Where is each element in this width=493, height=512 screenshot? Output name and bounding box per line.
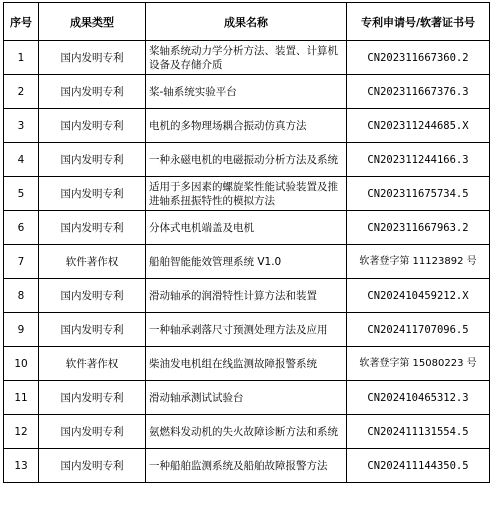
cell-no: 9 bbox=[4, 313, 39, 347]
cell-no: 1 bbox=[4, 41, 39, 75]
cell-number: CN202311667963.2 bbox=[347, 211, 490, 245]
cell-no: 7 bbox=[4, 245, 39, 279]
header-name: 成果名称 bbox=[146, 3, 347, 41]
table-row bbox=[4, 313, 490, 347]
cell-type: 国内发明专利 bbox=[39, 381, 146, 415]
header-row bbox=[4, 3, 490, 41]
table-row bbox=[4, 245, 490, 279]
cell-name: 适用于多因素的螺旋桨性能试验装置及推进轴系扭振特性的模拟方法 bbox=[146, 177, 347, 211]
cell-number: CN202410459212.X bbox=[347, 279, 490, 313]
cell-type: 软件著作权 bbox=[39, 245, 146, 279]
cell-type: 国内发明专利 bbox=[39, 313, 146, 347]
table-row bbox=[4, 449, 490, 483]
cell-no: 5 bbox=[4, 177, 39, 211]
cell-number: CN202311244685.X bbox=[347, 109, 490, 143]
header-no: 序号 bbox=[4, 3, 39, 41]
table-row bbox=[4, 347, 490, 381]
table-body bbox=[4, 41, 490, 483]
cell-type: 国内发明专利 bbox=[39, 109, 146, 143]
cell-name: 氨燃料发动机的失火故障诊断方法和系统 bbox=[146, 415, 347, 449]
cell-no: 2 bbox=[4, 75, 39, 109]
cell-name: 桨轴系统动力学分析方法、装置、计算机设备及存储介质 bbox=[146, 41, 347, 75]
cell-name: 一种永磁电机的电磁振动分析方法及系统 bbox=[146, 143, 347, 177]
cell-name: 柴油发电机组在线监测故障报警系统 bbox=[146, 347, 347, 381]
table-header bbox=[4, 3, 490, 41]
cell-number: CN202311667376.3 bbox=[347, 75, 490, 109]
cell-name: 一种船舶监测系统及船舶故障报警方法 bbox=[146, 449, 347, 483]
table-row bbox=[4, 415, 490, 449]
cell-name: 一种轴承剥落尺寸预测处理方法及应用 bbox=[146, 313, 347, 347]
cell-name: 滑动轴承测试试验台 bbox=[146, 381, 347, 415]
cell-no: 11 bbox=[4, 381, 39, 415]
cell-name: 船舶智能能效管理系统 V1.0 bbox=[146, 245, 347, 279]
table-row bbox=[4, 381, 490, 415]
cell-type: 国内发明专利 bbox=[39, 279, 146, 313]
cell-number: CN202411131554.5 bbox=[347, 415, 490, 449]
cell-number: CN202411144350.5 bbox=[347, 449, 490, 483]
cell-name: 电机的多物理场耦合振动仿真方法 bbox=[146, 109, 347, 143]
table-row bbox=[4, 41, 490, 75]
cell-type: 国内发明专利 bbox=[39, 143, 146, 177]
table-row bbox=[4, 177, 490, 211]
cell-no: 4 bbox=[4, 143, 39, 177]
cell-name: 滑动轴承的润滑特性计算方法和装置 bbox=[146, 279, 347, 313]
cell-no: 12 bbox=[4, 415, 39, 449]
table-row bbox=[4, 211, 490, 245]
cell-no: 6 bbox=[4, 211, 39, 245]
cell-number: CN202311244166.3 bbox=[347, 143, 490, 177]
cell-type: 国内发明专利 bbox=[39, 211, 146, 245]
cell-no: 8 bbox=[4, 279, 39, 313]
cell-number: CN202411707096.5 bbox=[347, 313, 490, 347]
table-row bbox=[4, 143, 490, 177]
cell-type: 国内发明专利 bbox=[39, 177, 146, 211]
cell-no: 10 bbox=[4, 347, 39, 381]
cell-type: 国内发明专利 bbox=[39, 449, 146, 483]
table-row bbox=[4, 75, 490, 109]
table-row bbox=[4, 279, 490, 313]
achievements-table bbox=[3, 2, 490, 483]
cell-no: 3 bbox=[4, 109, 39, 143]
cell-number: 软著登字第 15080223 号 bbox=[347, 347, 490, 381]
cell-no: 13 bbox=[4, 449, 39, 483]
header-number: 专利申请号/软著证书号 bbox=[347, 3, 490, 41]
cell-number: 软著登字第 11123892 号 bbox=[347, 245, 490, 279]
cell-number: CN202410465312.3 bbox=[347, 381, 490, 415]
table-row bbox=[4, 109, 490, 143]
header-type: 成果类型 bbox=[39, 3, 146, 41]
cell-type: 国内发明专利 bbox=[39, 41, 146, 75]
cell-type: 国内发明专利 bbox=[39, 415, 146, 449]
cell-type: 软件著作权 bbox=[39, 347, 146, 381]
cell-number: CN202311675734.5 bbox=[347, 177, 490, 211]
cell-name: 桨-轴系统实验平台 bbox=[146, 75, 347, 109]
cell-type: 国内发明专利 bbox=[39, 75, 146, 109]
cell-number: CN202311667360.2 bbox=[347, 41, 490, 75]
cell-name: 分体式电机端盖及电机 bbox=[146, 211, 347, 245]
